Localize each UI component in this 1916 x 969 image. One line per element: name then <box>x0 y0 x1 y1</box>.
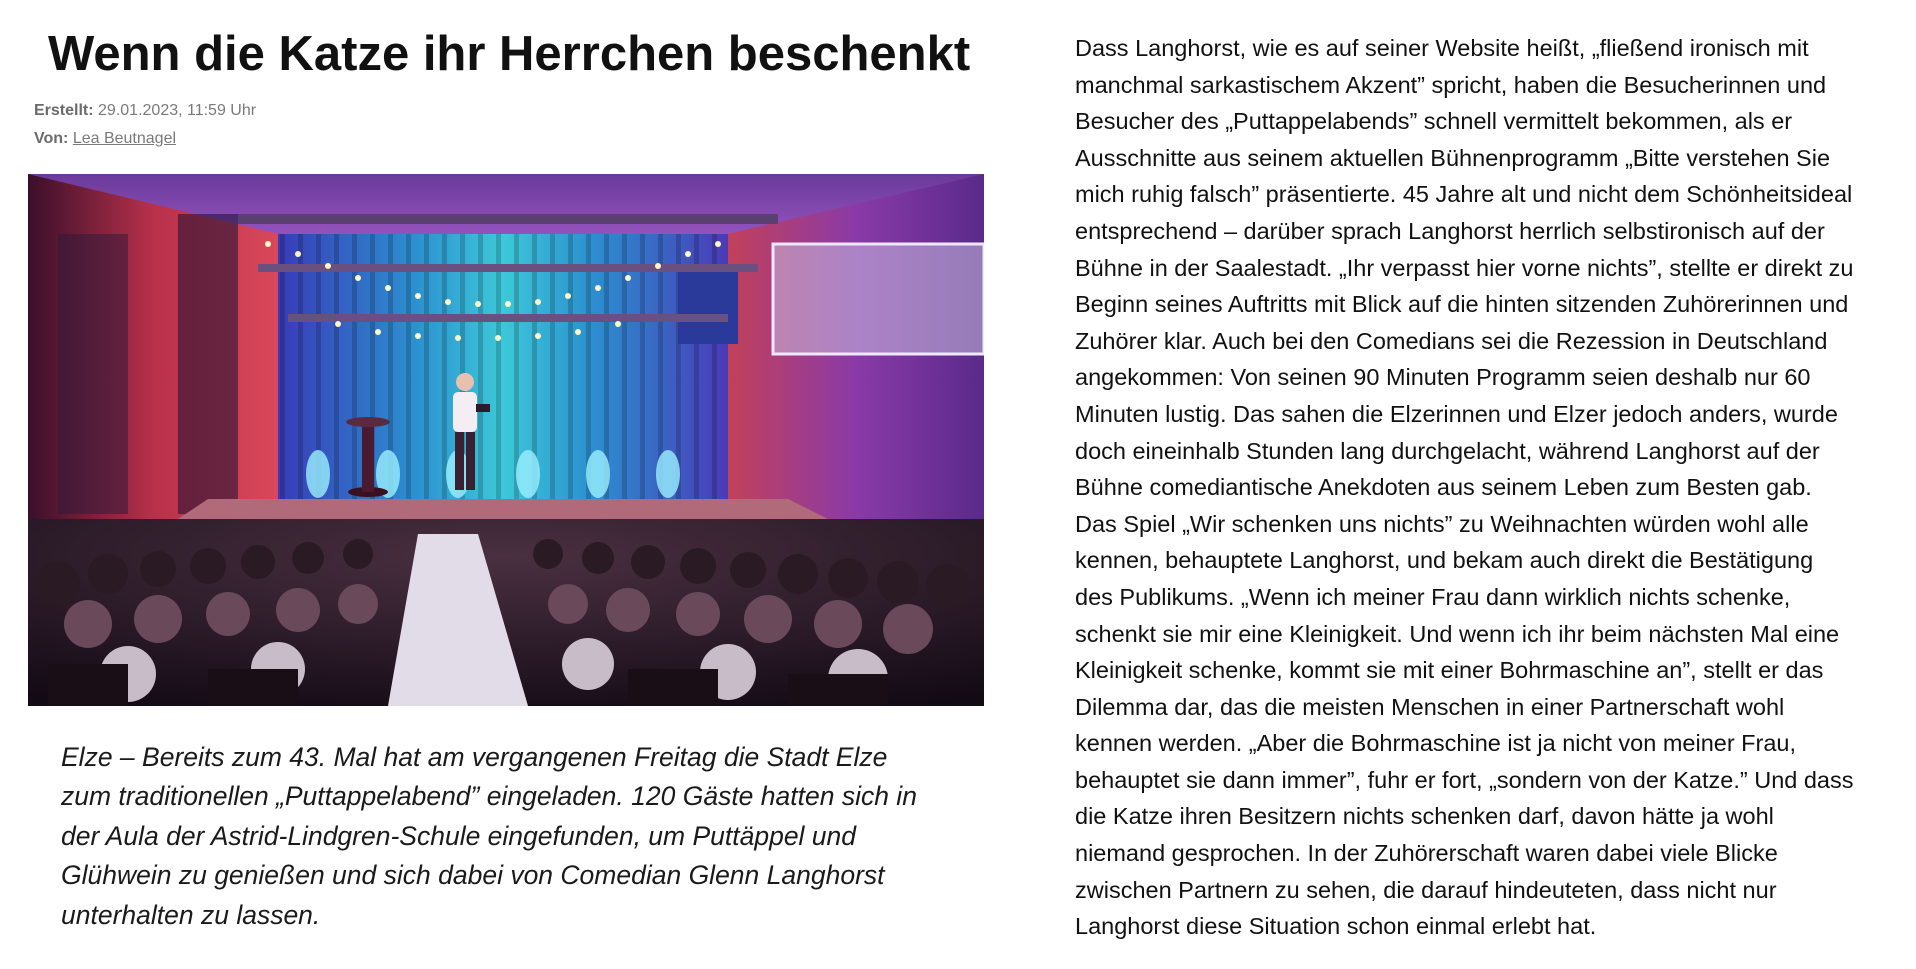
body-line: mich ruhig falsch” präsentierte. 45 Jahre alt und nicht dem Schönheitsideal <box>1075 181 1853 208</box>
body-line: Ausschnitte aus seinem aktuellen Bühnenprogramm „Bitte verstehen Sie <box>1075 144 1831 171</box>
body-line: zwischen Partnern zu sehen, die darauf hindeuteten, dass nicht nur <box>1075 876 1777 903</box>
body-line: kennen, behauptete Langhorst, und bekam auch direkt die Bestätigung <box>1075 547 1814 574</box>
article-lead <box>61 738 961 935</box>
article-created <box>34 102 256 120</box>
body-line: niemand gesprochen. In der Zuhörerschaft waren dabei viele Blicke <box>1075 840 1778 867</box>
body-line: behauptet sie dann immer”, fuhr er fort, „sondern von der Katze.” Und dass <box>1075 766 1854 793</box>
body-line: Zuhörer klar. Auch bei den Comedians sei die Rezession in Deutschland <box>1075 327 1828 354</box>
article-author <box>34 130 176 148</box>
author-label: Von: <box>34 130 69 147</box>
article-body <box>1075 30 1905 945</box>
body-line: die Katze ihren Besitzern nichts schenken darf, davon hätte ja wohl <box>1075 803 1774 830</box>
author-link[interactable]: Lea Beutnagel <box>72 130 177 147</box>
body-line: Besucher des „Puttappelabends” schnell vermittelt bekommen, als er <box>1075 108 1793 135</box>
lead-line: Elze – Bereits zum 43. Mal hat am vergangenen Freitag die Stadt Elze <box>61 742 888 772</box>
body-line: Langhorst diese Situation schon einmal erlebt hat. <box>1075 913 1597 940</box>
body-line: angekommen: Von seinen 90 Minuten Programm seien deshalb nur 60 <box>1075 364 1811 391</box>
body-line: manchmal sarkastischem Akzent” spricht, haben die Besucherinnen und <box>1075 71 1827 98</box>
lead-line: der Aula der Astrid-Lindgren-Schule eingefunden, um Puttäppel und <box>61 820 857 851</box>
body-line: des Publikums. „Wenn ich meiner Frau dann wirklich nichts schenke, <box>1075 583 1791 610</box>
body-line: Bühne comediantische Anekdoten aus seinem Leben zum Besten gab. <box>1075 474 1812 501</box>
body-line: Bühne in der Saalestadt. „Ihr verpasst hier vorne nichts”, stellte er direkt zu <box>1075 254 1854 281</box>
body-line: Beginn seines Auftritts mit Blick auf die hinten sitzenden Zuhörerinnen und <box>1075 291 1849 318</box>
body-line: kennen werden. „Aber die Bohrmaschine ist ja nicht von meiner Frau, <box>1075 730 1797 757</box>
body-line: Dilemma dar, das die meisten Menschen in einer Partnerschaft wohl <box>1075 693 1785 720</box>
body-line: Kleinigkeit schenke, kommt sie mit einer Bohrmaschine an”, stellt er das <box>1075 657 1824 684</box>
body-line: Dass Langhorst, wie es auf seiner Website heißt, „fließend ironisch mit <box>1075 35 1809 61</box>
body-line: doch eineinhalb Stunden lang durchgelacht, während Langhorst auf der <box>1075 437 1820 464</box>
body-line: Minuten lustig. Das sahen die Elzerinnen und Elzer jedoch anders, wurde <box>1075 400 1838 427</box>
lead-line: unterhalten zu lassen. <box>61 899 321 930</box>
body-line: entsprechend – darüber sprach Langhorst herrlich selbstironisch auf der <box>1075 217 1825 244</box>
created-label: Erstellt: <box>34 102 94 119</box>
body-line: schenkt sie mir eine Kleinigkeit. Und wenn ich ihr beim nächsten Mal eine <box>1075 620 1840 647</box>
created-value: 29.01.2023, 11:59 Uhr <box>98 102 257 119</box>
stage-photo-icon <box>28 174 984 706</box>
lead-line: zum traditionellen „Puttappelabend” eingeladen. 120 Gäste hatten sich in <box>61 781 917 812</box>
article-title: Wenn die Katze ihr Herrchen beschenkt <box>48 27 971 81</box>
body-line: Das Spiel „Wir schenken uns nichts” zu Weihnachten würden wohl alle <box>1075 510 1809 537</box>
article-photo[interactable] <box>28 174 984 706</box>
lead-line: Glühwein zu genießen und sich dabei von Comedian Glenn Langhorst <box>61 860 885 891</box>
